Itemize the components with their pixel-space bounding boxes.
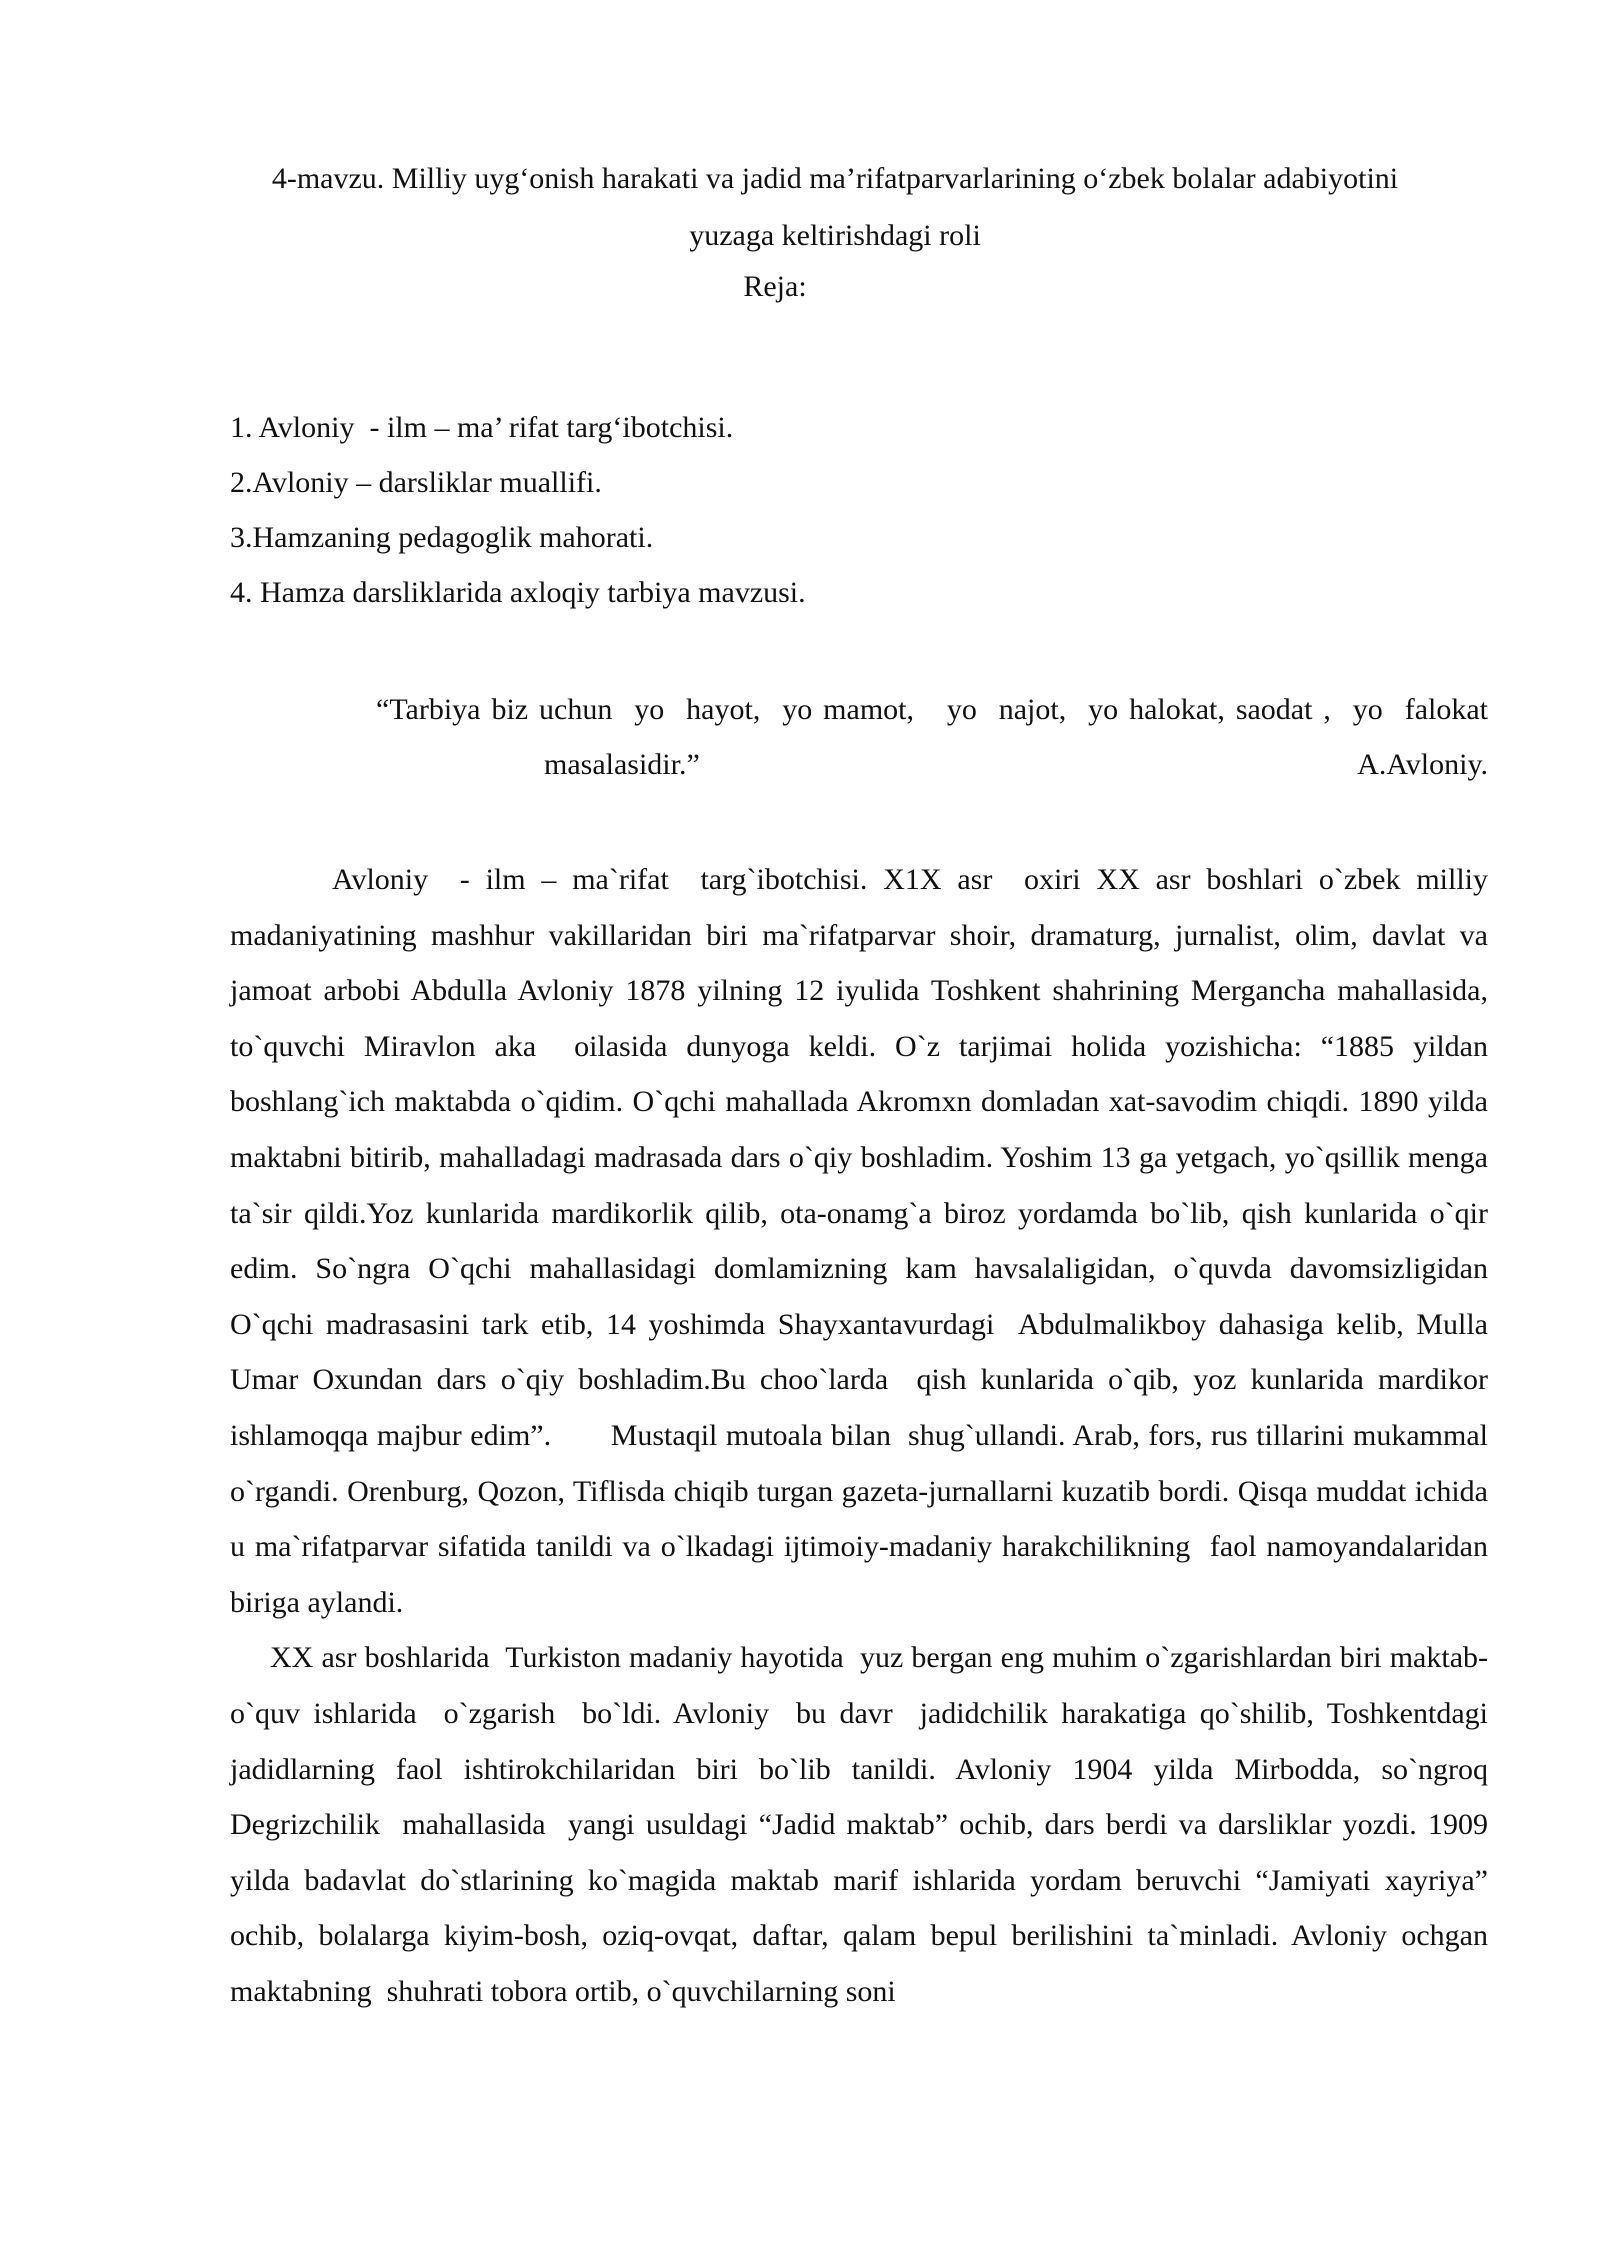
body-text [230, 852, 1496, 2019]
plan-item: 2.Avloniy – darsliklar muallifi. [230, 466, 602, 499]
plan-list [230, 400, 806, 620]
paragraph: Avloniy - ilm – ma`rifat targ`ibotchisi. X1X asr oxiri XX asr boshlari o`zbek milliy madaniyatining mashhur vakillaridan biri ma`rifatparvar shoir, dramaturg, jurnalist, olim, davlat va jamoat arbobi Abdulla Avloniy 1878 yilning 12 iyulida Toshkent shahrining Mergancha mahallasida, to`quvchi Miravlon aka oilasida dunyoga keldi. O`z tarjimai holida yozishicha: “1885 yildan boshlang`ich maktabda o`qidim. O`qchi mahallada Akromxn domladan xat-savodim chiqdi. 1890 yilda maktabni bitirib, mahalladagi madrasada dars o`qiy boshladim. Yoshim 13 ga yetgach, yo`qsillik menga ta`sir qildi.Yoz kunlarida mardikorlik qilib, ota-onamg`a biroz yordamda bo`lib, qish kunlarida o`qir edim. So`ngra O`qchi mahallasidagi domlamizning kam havsalaligidan, o`quvda davomsizligidan O`qchi madrasasini tark etib, 14 yoshimda Shayxantavurdagi Abdulmalikboy dahasiga kelib, Mulla Umar Oxundan dars o`qiy boshladim.Bu choo`larda qish kunlarida o`qib, yoz kunlarida mardikor ishlamoqqa majbur edim”. Mustaqil mutoala bilan shug`ullandi. Arab, fors, rus tillarini mukammal o`rgandi. Orenburg, Qozon, Tiflisda chiqib turgan gazeta-jurnallarni kuzatib bordi. Qisqa muddat ichida u ma`rifatparvar sifatida tanildi va o`lkadagi ijtimoiy-madaniy harakchilikning faol namoyandalaridan biriga aylandi. [230, 863, 1496, 1619]
plan-heading: Reja: [743, 270, 807, 303]
epigraph-quote-end: masalasidir.” [544, 748, 700, 781]
document-title: 4-mavzu. Milliy uyg‘onish harakati va jadid ma’rifatparvarlarining o‘zbek bolalar adabiyotini yuzaga keltirishdagi roli [271, 162, 1399, 252]
epigraph-quote-line: “Tarbiya biz uchun yo hayot, yo mamot, yo najot, yo halokat, saodat , yo falokat [376, 693, 1488, 726]
plan-item: 4. Hamza darsliklarida axloqiy tarbiya mavzusi. [230, 576, 806, 609]
epigraph [376, 682, 1488, 792]
plan-item: 1. Avloniy - ilm – ma’ rifat targ‘ibotchisi. [230, 411, 734, 444]
epigraph-author: A.Avloniy. [1357, 748, 1488, 781]
plan-item: 3.Hamzaning pedagoglik mahorati. [230, 521, 654, 554]
epigraph-quote-end-row [376, 737, 1488, 792]
paragraph: XX asr boshlarida Turkiston madaniy hayotida yuz bergan eng muhim o`zgarishlardan biri maktab-o`quv ishlarida o`zgarish bo`ldi. Avloniy bu davr jadidchilik harakatiga qo`shilib, Toshkentdagi jadidlarning faol ishtirokchilaridan biri bo`lib tanildi. Avloniy 1904 yilda Mirbodda, so`ngroq Degrizchilik mahallasida yangi usuldagi “Jadid maktab” ochib, dars berdi va darsliklar yozdi. 1909 yilda badavlat do`stlarining ko`magida maktab marif ishlarida yordam beruvchi “Jamiyati xayriya” ochib, bolalarga kiyim-bosh, oziq-ovqat, daftar, qalam bepul berilishini ta`minladi. Avloniy ochgan maktabning shuhrati tobora ortib, o`quvchilarning soni [230, 1641, 1496, 2008]
